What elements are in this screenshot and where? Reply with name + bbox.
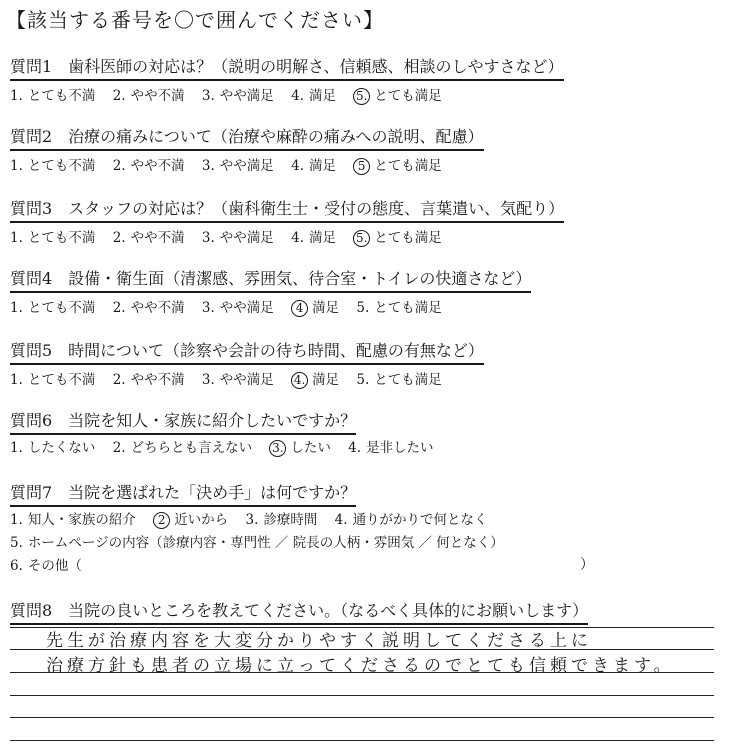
q2-option-4[interactable]: 4. 満足 <box>291 158 336 174</box>
question-5-title: 質問5 時間について（診察や会計の待ち時間、配慮の有無など） <box>10 338 484 365</box>
q5-option-4-circled[interactable]: 4. 満足 <box>291 368 339 389</box>
q2-option-2[interactable]: 2. やや不満 <box>112 158 185 174</box>
q3-option-4[interactable]: 4. 満足 <box>291 230 336 246</box>
q4-option-2[interactable]: 2. やや不満 <box>112 300 185 316</box>
q1-option-3[interactable]: 3. やや満足 <box>201 88 274 104</box>
q4-option-4-circled[interactable]: 4 満足 <box>291 296 339 317</box>
answer-rule-4 <box>10 695 714 696</box>
question-3-options <box>10 226 455 247</box>
q1-option-5-circled[interactable]: 5. とても満足 <box>353 84 442 105</box>
q6-option-3-circled[interactable]: 3. したい <box>269 436 331 457</box>
circle-mark-icon: 4 <box>291 300 308 317</box>
circle-mark-icon: 3. <box>269 440 286 457</box>
q5-option-3[interactable]: 3. やや満足 <box>201 372 274 388</box>
q4-option-3[interactable]: 3. やや満足 <box>201 300 274 316</box>
q3-option-2[interactable]: 2. やや不満 <box>112 230 185 246</box>
q1-option-1[interactable]: 1. とても不満 <box>10 88 96 104</box>
q3-option-1[interactable]: 1. とても不満 <box>10 230 96 246</box>
q1-option-4[interactable]: 4. 満足 <box>291 88 336 104</box>
circle-mark-icon: 4. <box>291 372 308 389</box>
question-5-options <box>10 368 455 389</box>
circle-mark-icon: 5 <box>353 158 370 175</box>
instruction-header: 【該当する番号を〇で囲んでください】 <box>6 8 384 32</box>
circle-mark-icon: 2 <box>153 512 170 529</box>
circle-mark-icon: 5. <box>353 230 370 247</box>
q7-option-2-circled[interactable]: 2 近いから <box>153 508 228 529</box>
question-7-options-line-3 <box>10 554 95 574</box>
question-8-title: 質問8 当院の良いところを教えてください。（なるべく具体的にお願いします） <box>10 598 588 625</box>
q6-option-1[interactable]: 1. したくない <box>10 440 96 456</box>
question-7-options-line-2 <box>10 531 517 551</box>
q4-option-5[interactable]: 5. とても満足 <box>356 300 442 316</box>
question-2-title: 質問2 治療の痛みについて（治療や麻酔の痛みへの説明、配慮） <box>10 124 484 151</box>
q5-option-5[interactable]: 5. とても満足 <box>356 372 442 388</box>
q2-option-3[interactable]: 3. やや満足 <box>201 158 274 174</box>
question-1-options <box>10 84 455 105</box>
q7-option-4[interactable]: 4. 通りがかりで何となく <box>334 512 488 528</box>
q7-option-6[interactable]: 6. その他（ <box>10 558 82 574</box>
q7-option-5[interactable]: 5. ホームページの内容（診療内容・専門性 ／ 院長の人柄・雰囲気 ／ 何となく） <box>10 535 504 551</box>
q4-option-1[interactable]: 1. とても不満 <box>10 300 96 316</box>
q3-option-3[interactable]: 3. やや満足 <box>201 230 274 246</box>
q1-option-2[interactable]: 2. やや不満 <box>112 88 185 104</box>
question-3-title: 質問3 スタッフの対応は？（歯科衛生士・受付の態度、言葉遣い、気配り） <box>10 196 564 223</box>
question-4-title: 質問4 設備・衛生面（清潔感、雰囲気、待合室・トイレの快適さなど） <box>10 266 531 293</box>
question-2-options <box>10 154 455 175</box>
answer-rule-6 <box>10 740 714 741</box>
q6-option-2[interactable]: 2. どちらとも言えない <box>112 440 253 456</box>
question-7-title: 質問7 当院を選ばれた「決め手」は何ですか？ <box>10 480 356 507</box>
q6-option-4[interactable]: 4. 是非したい <box>348 440 434 456</box>
question-4-options <box>10 296 455 317</box>
q3-option-5-circled[interactable]: 5. とても満足 <box>353 226 442 247</box>
question-1-title: 質問1 歯科医師の対応は？（説明の明解さ、信頼感、相談のしやすさなど） <box>10 54 564 81</box>
q7-option-1[interactable]: 1. 知人・家族の紹介 <box>10 512 136 528</box>
q7-option-3[interactable]: 3. 診療時間 <box>245 512 318 528</box>
q5-option-2[interactable]: 2. やや不満 <box>112 372 185 388</box>
handwritten-answer-line-1[interactable]: 先生が治療内容を大変分かりやすく説明してくださる上に <box>46 631 592 651</box>
q2-option-5-circled[interactable]: 5 とても満足 <box>353 154 442 175</box>
q5-option-1[interactable]: 1. とても不満 <box>10 372 96 388</box>
q7-other-close-paren: ） <box>580 557 594 573</box>
circle-mark-icon: 5. <box>353 88 370 105</box>
q2-option-1[interactable]: 1. とても不満 <box>10 158 96 174</box>
answer-rule-3 <box>10 672 714 673</box>
question-6-title: 質問6 当院を知人・家族に紹介したいですか？ <box>10 408 356 435</box>
question-6-options <box>10 436 447 457</box>
answer-rule-2 <box>10 649 714 650</box>
handwritten-answer-line-2[interactable]: 治療方針も患者の立場に立ってくださるのでとても信頼できます。 <box>46 656 675 676</box>
question-7-options-line-1 <box>10 508 501 529</box>
answer-rule-5 <box>10 717 714 718</box>
